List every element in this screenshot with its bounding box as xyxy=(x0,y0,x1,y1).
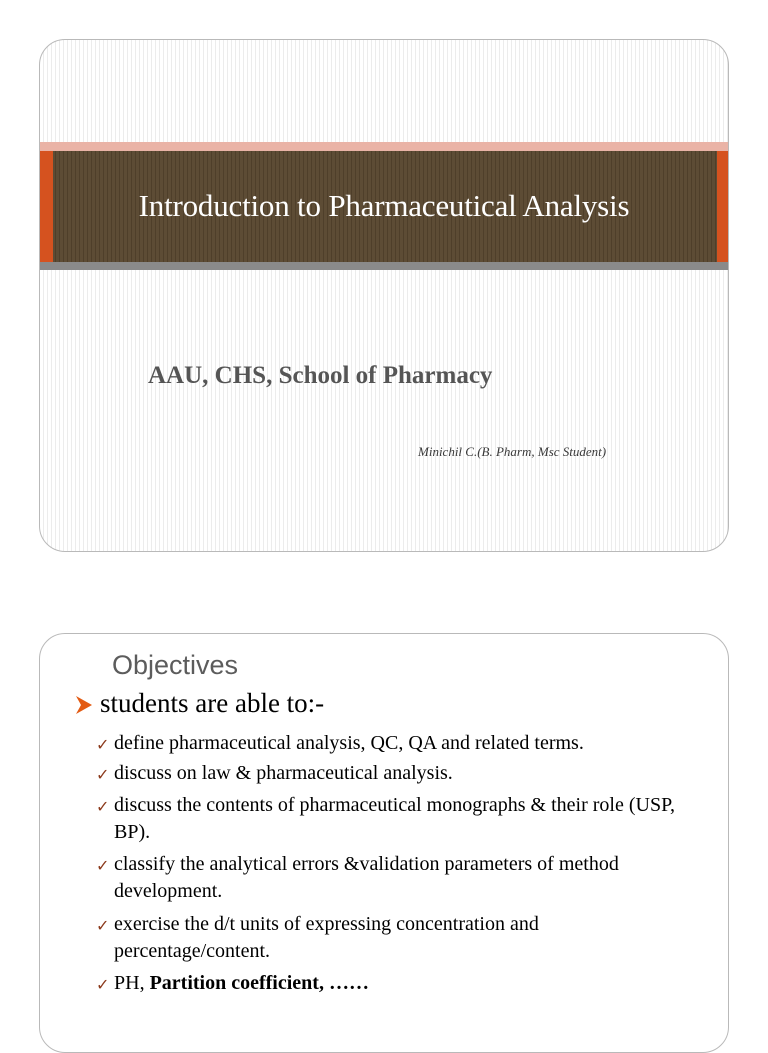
checkmark-icon: ✓ xyxy=(96,797,110,816)
checkmark-icon: ✓ xyxy=(96,765,110,784)
checkmark-icon: ✓ xyxy=(96,916,110,935)
objective-text: classify the analytical errors &validation parameters of method development. xyxy=(114,853,619,902)
objective-item xyxy=(96,730,716,757)
objective-text xyxy=(96,970,716,997)
objectives-title: Objectives xyxy=(112,650,239,680)
checkmark-icon: ✓ xyxy=(96,735,110,754)
checkmark-icon: ✓ xyxy=(96,975,110,994)
objective-text: discuss the contents of pharmaceutical monographs & their role (USP, BP). xyxy=(114,794,675,843)
title-slide xyxy=(39,39,729,552)
slide-title: Introduction to Pharmaceutical Analysis xyxy=(138,188,630,223)
objective-item xyxy=(96,911,686,965)
objective-item xyxy=(96,792,686,846)
checkmark-icon: ✓ xyxy=(96,856,110,875)
objective-bold: Partition coefficient, …… xyxy=(149,972,369,994)
objective-text: define pharmaceutical analysis, QC, QA and related terms. xyxy=(114,732,584,754)
objective-item xyxy=(96,760,716,787)
objective-text: discuss on law & pharmaceutical analysis. xyxy=(114,762,453,784)
arrow-bullet-icon xyxy=(74,694,94,716)
slide-author: Minichil C.(B. Pharm, Msc Student) xyxy=(418,444,607,459)
objective-text: exercise the d/t units of expressing concentration and percentage/content. xyxy=(114,913,539,962)
objective-item xyxy=(96,970,716,997)
slide-subtitle: AAU, CHS, School of Pharmacy xyxy=(148,362,493,389)
objectives-slide xyxy=(39,633,729,1053)
objective-prefix: PH, xyxy=(114,972,150,994)
objectives-lead: students are able to:- xyxy=(100,688,325,718)
band-shadow xyxy=(40,262,728,270)
band-highlight xyxy=(40,142,728,151)
objective-item xyxy=(96,851,726,905)
